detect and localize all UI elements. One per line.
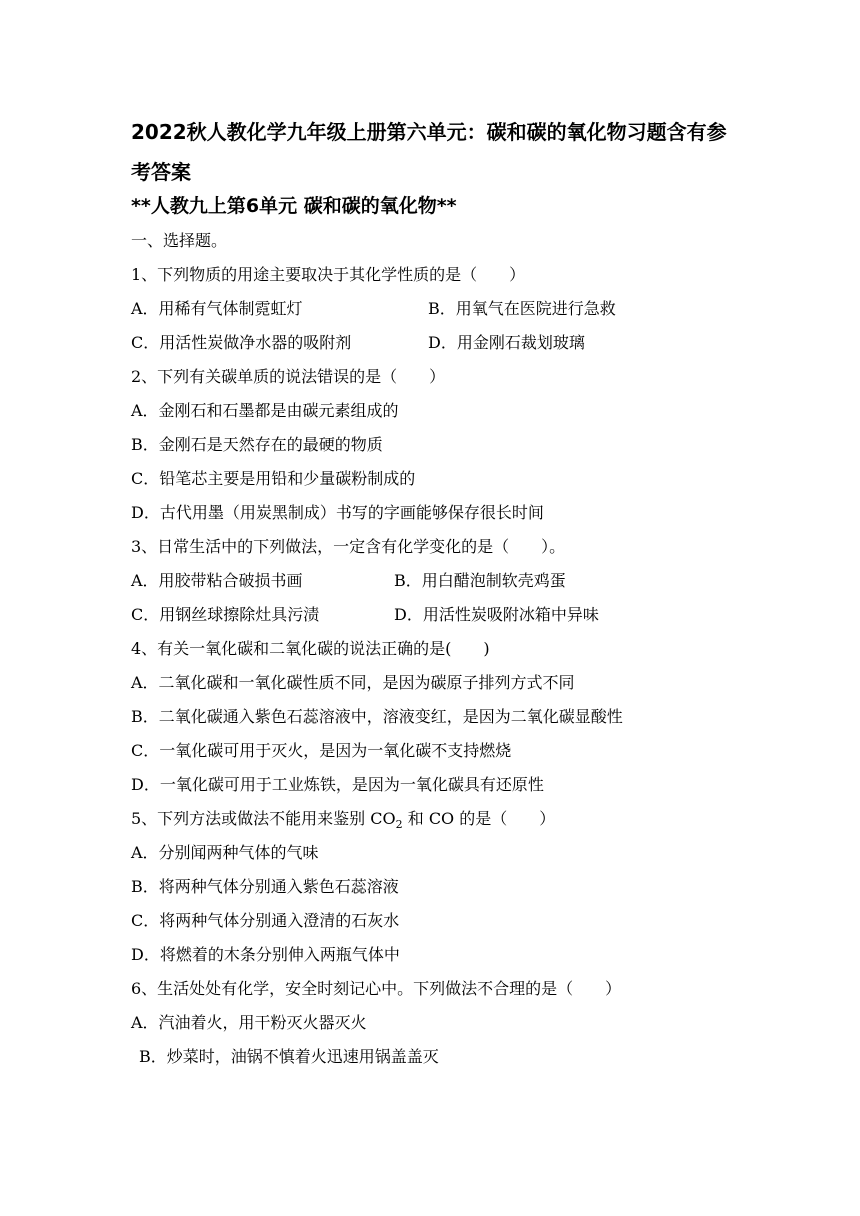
question-5-stem	[131, 802, 771, 836]
document-body	[131, 112, 771, 1074]
section-heading: 一、选择题。	[131, 231, 228, 250]
question-1-option-c: C．用活性炭做净水器的吸附剂	[131, 333, 352, 352]
question-4-option-d: D．一氧化碳可用于工业炼铁，是因为一氧化碳具有还原性	[131, 775, 544, 794]
question-5-stem-text: 5、下列方法或做法不能用来鉴别 CO	[131, 809, 396, 828]
question-1-option-d: D．用金刚石裁划玻璃	[428, 333, 585, 352]
question-6-stem: 6、生活处处有化学，安全时刻记心中。下列做法不合理的是（ ）	[131, 979, 622, 998]
title-line-2: 考答案	[131, 160, 191, 184]
question-6-option-b: B．炒菜时，油锅不慎着火迅速用锅盖盖灭	[139, 1047, 439, 1066]
question-5-stem-tail: 和 CO 的是（ ）	[402, 809, 556, 828]
question-5-subscript: 2	[395, 818, 403, 832]
question-2-option-b: B．金刚石是天然存在的最硬的物质	[131, 435, 383, 454]
question-5-option-b: B．将两种气体分别通入紫色石蕊溶液	[131, 877, 399, 896]
unit-subtitle: **人教九上第6单元 碳和碳的氧化物**	[131, 195, 457, 217]
question-4-option-a: A．二氧化碳和一氧化碳性质不同，是因为碳原子排列方式不同	[131, 673, 575, 692]
question-3-option-c: C．用钢丝球擦除灶具污渍	[131, 605, 320, 624]
question-4-stem: 4、有关一氧化碳和二氧化碳的说法正确的是( )	[131, 639, 490, 658]
question-2-option-a: A．金刚石和石墨都是由碳元素组成的	[131, 401, 399, 420]
document-title	[131, 112, 771, 192]
question-3-options-ab	[131, 564, 771, 598]
question-1-options-ab	[131, 292, 771, 326]
question-1-option-a: A．用稀有气体制霓虹灯	[131, 299, 303, 318]
question-1-options-cd	[131, 326, 771, 360]
question-5-option-d: D．将燃着的木条分别伸入两瓶气体中	[131, 945, 400, 964]
question-1-option-b: B．用氧气在医院进行急救	[428, 299, 616, 318]
question-3-options-cd	[131, 598, 771, 632]
title-line-1: 2022秋人教化学九年级上册第六单元：碳和碳的氧化物习题含有参	[131, 120, 727, 144]
question-6-option-a: A．汽油着火，用干粉灭火器灭火	[131, 1013, 367, 1032]
question-4-option-c: C．一氧化碳可用于灭火，是因为一氧化碳不支持燃烧	[131, 741, 512, 760]
question-2-option-d: D．古代用墨（用炭黑制成）书写的字画能够保存很长时间	[131, 503, 544, 522]
question-3-option-a: A．用胶带粘合破损书画	[131, 571, 303, 590]
question-3-stem: 3、日常生活中的下列做法，一定含有化学变化的是（ ）。	[131, 537, 566, 556]
question-4-option-b: B．二氧化碳通入紫色石蕊溶液中，溶液变红，是因为二氧化碳显酸性	[131, 707, 623, 726]
question-2-stem: 2、下列有关碳单质的说法错误的是（ ）	[131, 367, 446, 386]
question-3-option-b: B．用白醋泡制软壳鸡蛋	[394, 571, 566, 590]
question-2-option-c: C．铅笔芯主要是用铅和少量碳粉制成的	[131, 469, 416, 488]
question-5-option-a: A．分别闻两种气体的气味	[131, 843, 319, 862]
question-5-option-c: C．将两种气体分别通入澄清的石灰水	[131, 911, 400, 930]
question-1-stem: 1、下列物质的用途主要取决于其化学性质的是（ ）	[131, 265, 526, 284]
question-3-option-d: D．用活性炭吸附冰箱中异味	[394, 605, 599, 624]
